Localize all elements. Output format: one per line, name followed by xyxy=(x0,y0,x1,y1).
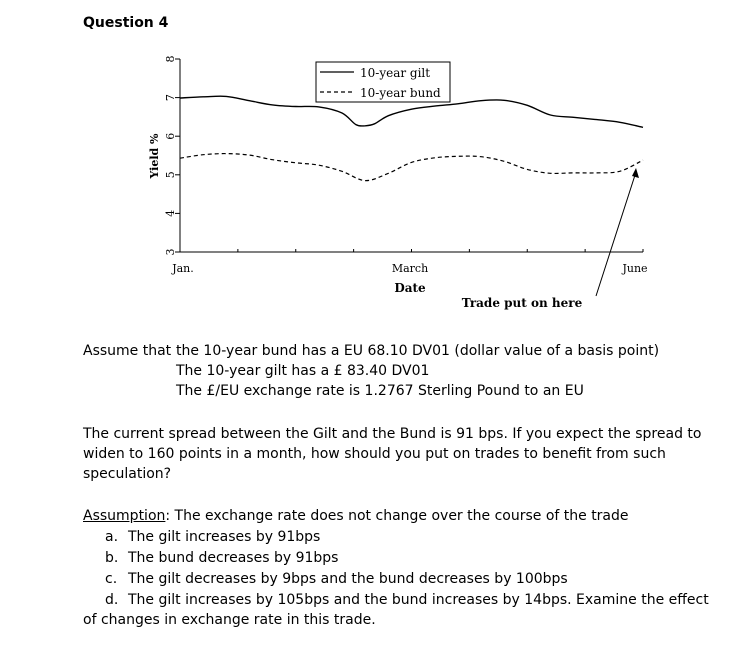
option-text: The gilt decreases by 9bps and the bund decreases by 100bps xyxy=(128,571,568,587)
y-tick-label: 8 xyxy=(164,55,177,63)
option-a xyxy=(105,527,320,547)
legend xyxy=(316,62,450,102)
option-c xyxy=(105,569,568,589)
option-letter: a. xyxy=(105,529,119,545)
x-tick-label: June xyxy=(622,262,648,275)
question-text: The current spread between the Gilt and the Bund is 91 bps. If you expect the spread to widen to 160 points in a month, how should you put on trades to benefit from such speculation? xyxy=(83,426,702,482)
annotation-arrowhead xyxy=(632,168,639,178)
x-tick-label: Jan. xyxy=(172,262,194,275)
option-letter: b. xyxy=(105,550,119,566)
y-tick-label: 6 xyxy=(164,132,177,140)
assume-line-3: The £/EU exchange rate is 1.2767 Sterling Pound to an EU xyxy=(176,383,584,399)
assumption-text: : The exchange rate does not change over the course of the trade xyxy=(165,508,629,524)
y-tick-label: 4 xyxy=(164,209,177,217)
yield-chart xyxy=(0,0,746,320)
option-text: The gilt increases by 105bps and the bund increases by 14bps. Examine the effect xyxy=(128,592,709,608)
y-tick-label: 7 xyxy=(164,94,177,102)
option-text: The gilt increases by 91bps xyxy=(128,529,321,545)
assumption-label: Assumption xyxy=(83,508,166,524)
assumption-line xyxy=(83,506,629,526)
assume-line-1: the 10-year bund has a EU 68.10 DV01 (dollar value of a basis point) xyxy=(176,343,660,359)
x-tick-label: March xyxy=(391,262,429,275)
x-axis-label: Date xyxy=(394,281,426,295)
y-axis-label: Yield % xyxy=(148,133,161,179)
legend-label-gilt: 10-year gilt xyxy=(360,66,431,80)
option-letter: d. xyxy=(105,592,119,608)
annotation-arrow-line xyxy=(596,172,636,296)
assume-line-2: The 10-year gilt has a £ 83.40 DV01 xyxy=(176,363,430,379)
option-letter: c. xyxy=(105,571,118,587)
option-text: The bund decreases by 91bps xyxy=(128,550,339,566)
annotation-label: Trade put on here xyxy=(461,296,583,310)
y-tick-label: 3 xyxy=(164,248,177,256)
option-d-continuation: of changes in exchange rate in this trade. xyxy=(83,612,376,628)
option-b xyxy=(105,548,338,568)
option-d xyxy=(105,590,709,610)
legend-label-bund: 10-year bund xyxy=(360,86,441,100)
series-line-bund xyxy=(180,154,643,181)
question-title: Question 4 xyxy=(83,15,169,31)
assume-prefix: Assume that xyxy=(83,343,172,359)
y-tick-label: 5 xyxy=(164,171,177,179)
